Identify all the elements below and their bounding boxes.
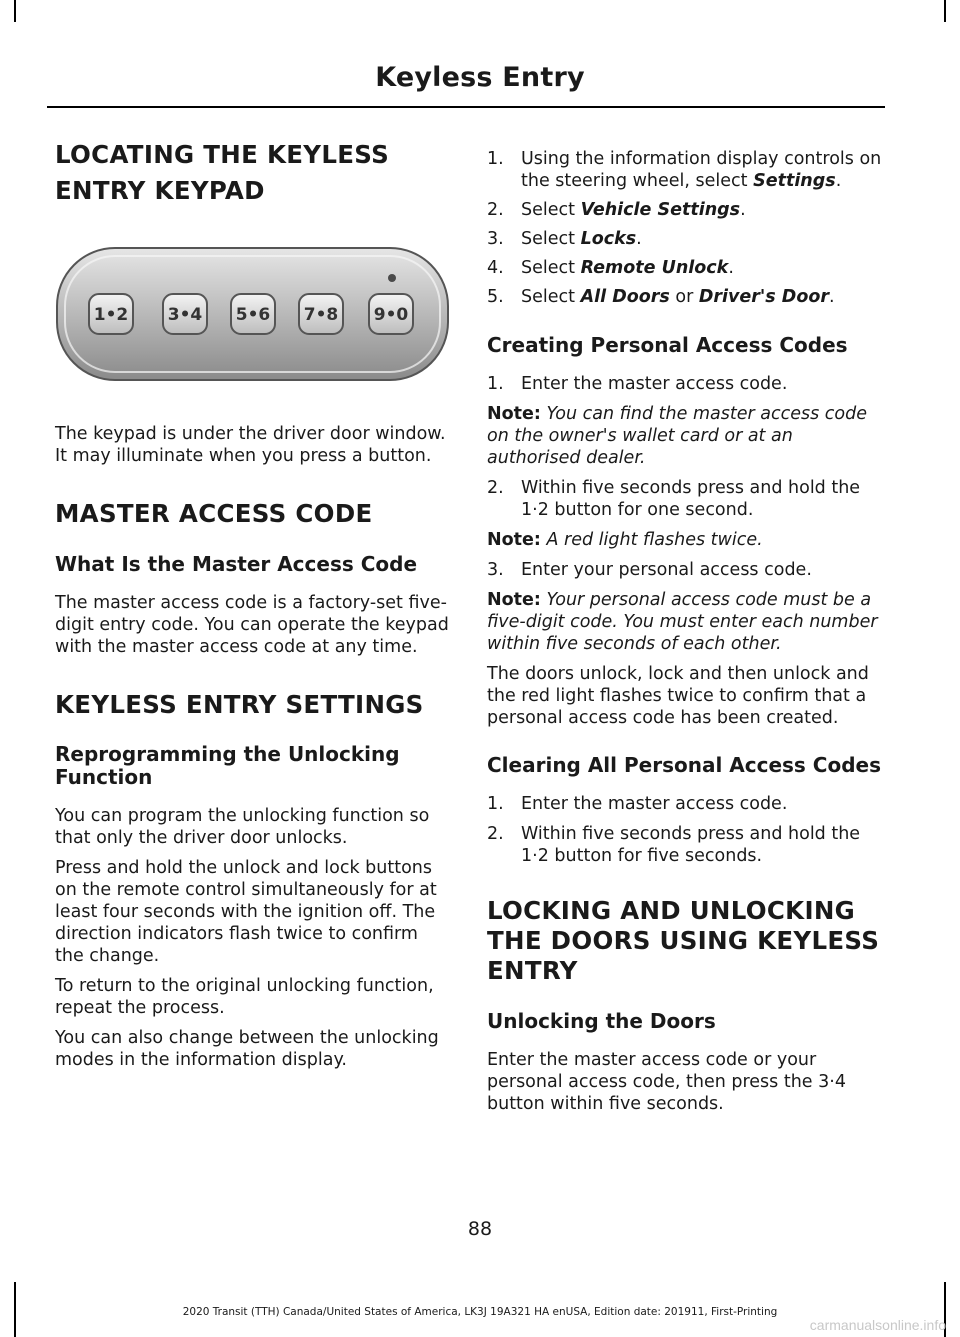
clearing-step-2: 2. Within five seconds press and hold the 1·2 button for five seconds. <box>487 824 861 866</box>
keypad-image <box>55 244 450 384</box>
creating-note-1: Note: You can find the master access code on the owner's wallet card or at an authorised dealer. <box>487 404 867 468</box>
keypad-button-3 <box>231 294 275 334</box>
page-header-title: Keyless Entry <box>375 62 585 93</box>
crop-mark-top-right <box>944 0 946 22</box>
display-step-2: 2. Select Vehicle Settings. <box>487 200 746 220</box>
keypad-button-1 <box>89 294 133 334</box>
watermark: carmanualsonline.info <box>809 1317 946 1333</box>
creating-note-2: Note: A red light flashes twice. <box>487 530 763 550</box>
display-step-5: 5. Select All Doors or Driver's Door. <box>487 287 835 307</box>
master-body: The master access code is a factory-set five-digit entry code. You can operate the keypad with the master access code at any time. <box>55 593 449 657</box>
crop-mark-top-left <box>14 0 16 22</box>
display-step-1: 1. Using the information display controls on the steering wheel, select Settings. <box>487 149 882 191</box>
keypad-button-1-label: 1•2 <box>93 305 129 325</box>
creating-note-3: Note: Your personal access code must be a five-digit code. You must enter each number within five seconds of each other. <box>487 590 878 654</box>
keypad-button-2-label: 3•4 <box>167 305 203 325</box>
keypad-illustration <box>55 244 450 384</box>
locating-heading: LOCATING THE KEYLESS ENTRY KEYPAD <box>55 140 390 205</box>
creating-step-1: 1. Enter the master access code. <box>487 374 788 394</box>
keypad-button-4-label: 7•8 <box>303 305 339 325</box>
settings-para-1: You can program the unlocking function so that only the driver door unlocks. <box>55 806 430 848</box>
unlocking-subheading: Unlocking the Doors <box>487 1009 716 1033</box>
clearing-heading: Clearing All Personal Access Codes <box>487 753 881 777</box>
locking-heading: LOCKING AND UNLOCKING THE DOORS USING KEYLESS ENTRY <box>487 896 880 985</box>
display-step-3: 3. Select Locks. <box>487 229 642 249</box>
keypad-button-5-label: 9•0 <box>373 305 409 325</box>
unlocking-body: Enter the master access code or your personal access code, then press the 3·4 button within five seconds. <box>487 1050 846 1114</box>
keypad-button-2 <box>163 294 207 334</box>
keypad-button-5 <box>369 294 413 334</box>
creating-step-2: 2. Within five seconds press and hold the 1·2 button for one second. <box>487 478 861 520</box>
left-column <box>55 140 450 1071</box>
creating-paragraph: The doors unlock, lock and then unlock and the red light flashes twice to confirm that a personal access code has been created. <box>487 664 869 728</box>
keypad-description: The keypad is under the driver door window. It may illuminate when you press a button. <box>55 424 446 466</box>
settings-heading: KEYLESS ENTRY SETTINGS <box>55 690 424 719</box>
clearing-step-1: 1. Enter the master access code. <box>487 794 788 814</box>
header-rule <box>47 106 885 108</box>
right-column <box>487 148 882 1115</box>
settings-para-2: Press and hold the unlock and lock buttons on the remote control simultaneously for at least four seconds with the ignition off. The direction indicators flash twice to confirm the change. <box>55 858 437 966</box>
settings-para-3: To return to the original unlocking function, repeat the process. <box>55 976 434 1018</box>
display-step-4: 4. Select Remote Unlock. <box>487 258 734 278</box>
settings-para-4: You can also change between the unlocking modes in the information display. <box>55 1028 439 1070</box>
settings-subheading: Reprogramming the Unlocking Function <box>55 742 400 789</box>
page-number: 88 <box>467 1218 493 1240</box>
creating-step-3: 3. Enter your personal access code. <box>487 560 812 580</box>
master-heading: MASTER ACCESS CODE <box>55 499 373 528</box>
keypad-button-3-label: 5•6 <box>235 305 271 325</box>
master-subheading: What Is the Master Access Code <box>55 552 418 576</box>
creating-heading: Creating Personal Access Codes <box>487 333 848 357</box>
footer-edition-text: 2020 Transit (TTH) Canada/United States of America, LK3J 19A321 HA enUSA, Edition date: 201911, First-Printing <box>182 1306 778 1318</box>
keypad-indicator-light <box>388 274 396 282</box>
keypad-button-4 <box>299 294 343 334</box>
